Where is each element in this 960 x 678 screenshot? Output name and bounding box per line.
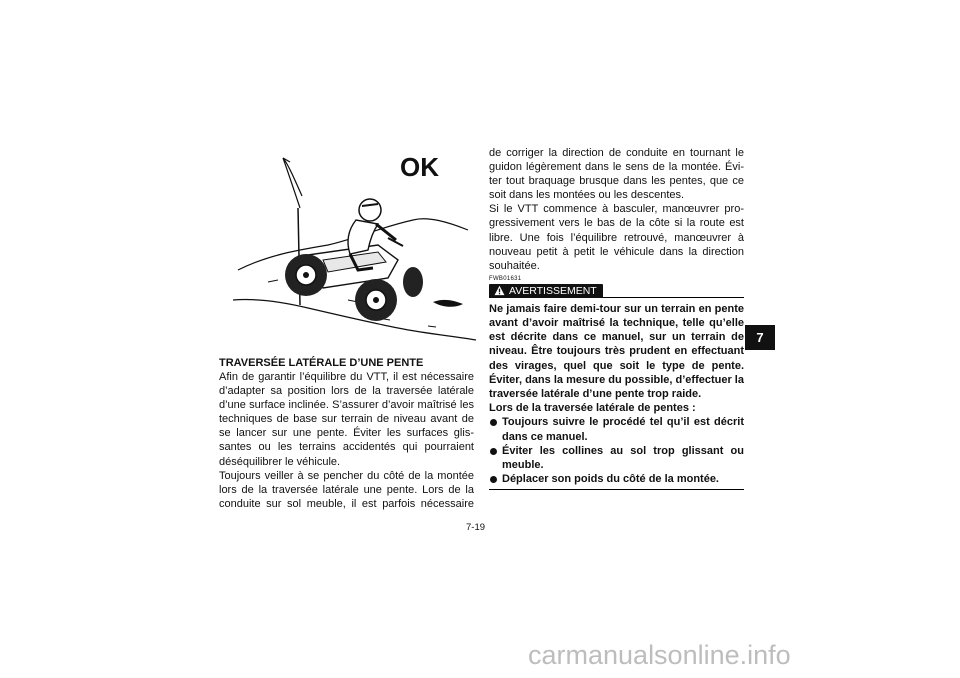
paragraph: Toujours veiller à se pencher du côté de la montée lors de la traversée latérale une pente. Lors de la conduite sur sol meuble, il est parfois nécessaire [219,469,474,510]
left-column [219,356,474,511]
warning-bullets [489,415,744,486]
list-item: Éviter les collines au sol trop glissant ou meuble. [489,444,744,472]
warning-header [489,284,744,298]
paragraph: Si le VTT commence à basculer, manœuvrer progressivement vers le bas de la côte si la route est libre. Une fois l’équilibre retrouvé, manœuvrer à nouveau petit à petit le véhicule dans la direction souhaitée. [489,203,744,272]
right-column [489,146,744,490]
page-number: 7-19 [466,522,486,533]
watermark: carmanualsonline.info [528,640,791,670]
warning-badge [489,284,603,298]
warning-triangle-icon [494,285,505,296]
atv-slope-illustration [228,150,478,345]
list-item: Déplacer son poids du côté de la montée. [489,472,744,486]
illustration-ok-label: OK [400,152,439,182]
paragraph: de corriger la direction de conduite en tournant le guidon légèrement dans le sens de la montée. Éviter tout braquage brusque dans les pentes, que ce soit dans les montées ou les descentes. [489,147,744,202]
warning-text: Ne jamais faire demi-tour sur un terrain en pente avant d’avoir maîtrisé la technique, telle qu’elle est décrite dans ce manuel, sur un terrain de niveau. Être toujours très prudent en effectuant des virages, quel que soit le type de pente. Éviter, dans la mesure du possible, d’effectuer la traversée latérale d’une pente trop raide. [489,302,744,401]
list-item: Toujours suivre le procédé tel qu’il est décrit dans ce manuel. [489,415,744,443]
warning-subheading: Lors de la traversée latérale de pentes : [489,402,696,415]
chapter-tab: 7 [745,325,775,350]
bullet-icon [490,419,497,426]
warning-label: AVERTISSEMENT [509,284,597,297]
warning-end-rule [489,489,744,490]
section-heading: TRAVERSÉE LATÉRALE D’UNE PENTE [219,357,424,369]
bullet-icon [490,476,497,483]
warning-code: FWB01631 [489,275,522,282]
paragraph: Afin de garantir l’équilibre du VTT, il est nécessaire d’adapter sa position lors de la traversée latérale d’une surface inclinée. S’assurer d’avoir maîtrisé les techniques de base sur terrain de niveau avant de se lancer sur une pente. Éviter les surfaces glissantes ou les terrains accidentés qui pourraient déséquilibrer le véhicule. [219,371,474,468]
bullet-icon [490,448,497,455]
